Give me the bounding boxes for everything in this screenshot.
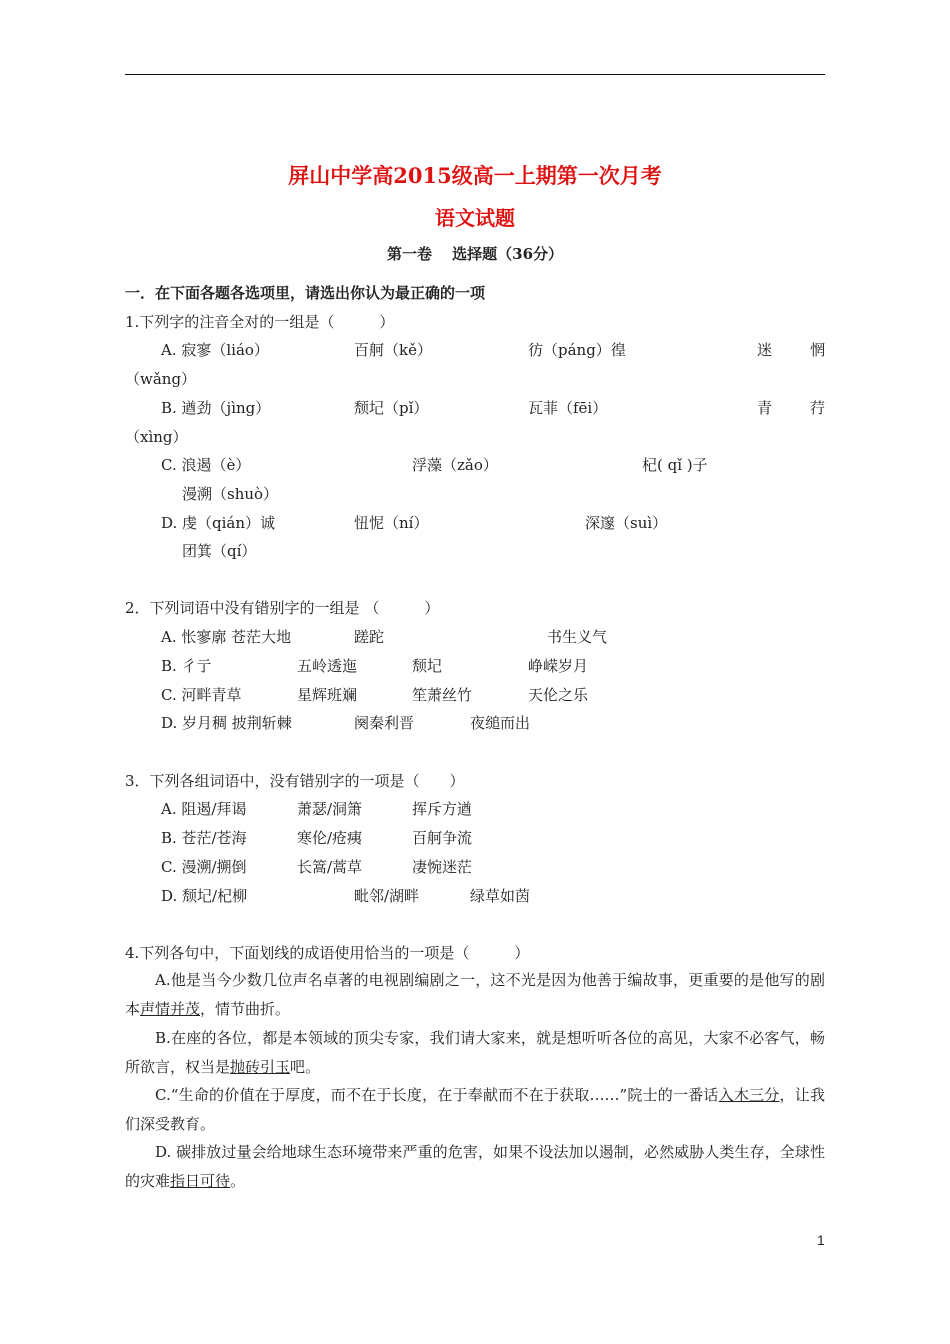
q2-option-d-3: 夜缒而出 xyxy=(470,714,531,732)
q1-option-b-tail: （xìng） xyxy=(125,428,188,446)
q4-option-c xyxy=(125,1081,825,1138)
q4-option-a-end: ，情节曲折。 xyxy=(200,999,291,1018)
q4-option-d-idiom: 指日可待 xyxy=(170,1171,231,1190)
q1-option-a-1: A. 寂寥（liáo） xyxy=(161,341,269,359)
q2-option-c-3: 笙萧丝竹 xyxy=(412,686,473,704)
q3-option-a-1: A. 阻遏/拜谒 xyxy=(161,800,247,818)
q3-option-c-1: C. 漫溯/搠倒 xyxy=(161,858,247,876)
q3-option-b-2: 寒伦/疮痍 xyxy=(297,829,363,847)
q4-option-c-end: ，让我们深受教育。 xyxy=(125,1086,825,1133)
q2-option-d-2: 阕秦利晋 xyxy=(354,714,415,732)
q3-option-a-2: 萧瑟/洞箫 xyxy=(297,800,363,818)
q4-option-c-text: C.“生命的价值在于厚度，而不在于长度，在于奉献而不在于获取……”院士的一番话 xyxy=(155,1086,719,1104)
q4-option-b xyxy=(125,1024,825,1081)
q2-option-c-1: C. 河畔青草 xyxy=(161,686,242,704)
q2-option-b-3: 颓圮 xyxy=(412,657,443,675)
q2-option-a-1: A. 怅寥廓 苍茫大地 xyxy=(161,628,292,646)
page-number: 1 xyxy=(817,1232,825,1248)
q1-option-b-1: B. 遒劲（jìng） xyxy=(161,399,271,417)
q1-option-d-3: 深邃（suì） xyxy=(585,514,668,532)
q1-option-b-4a: 青 xyxy=(757,399,773,417)
q1-option-d-1: D. 虔（qián）诚 xyxy=(161,514,276,532)
q4-option-b-end: 吧。 xyxy=(290,1057,321,1076)
q1-option-d-2: 忸怩（ní） xyxy=(354,514,429,532)
q4-option-a-idiom: 声情并茂 xyxy=(140,999,201,1018)
q1-option-b-2: 颓圮（pǐ） xyxy=(354,399,429,417)
q1-option-c-2: 浮藻（zǎo） xyxy=(412,456,498,474)
volume-heading: 第一卷 选择题（36分） xyxy=(386,245,564,263)
q2-option-d-1: D. 岁月稠 披荆斩棘 xyxy=(161,714,292,732)
exam-subtitle: 语文试题 xyxy=(435,206,515,230)
q1-stem: 1.下列字的注音全对的一组是（ ） xyxy=(125,313,395,331)
q3-option-b-3: 百舸争流 xyxy=(412,829,473,847)
q3-option-b-1: B. 苍茫/苍海 xyxy=(161,829,247,847)
q3-option-a-3: 挥斥方遒 xyxy=(412,800,473,818)
q2-option-b-2: 五岭透迤 xyxy=(297,657,358,675)
q4-option-d-end: 。 xyxy=(230,1171,246,1190)
q3-option-d-1: D. 颓圮/杞柳 xyxy=(161,887,248,905)
q2-option-c-2: 星辉班斓 xyxy=(297,686,358,704)
q4-option-a xyxy=(125,966,825,1023)
q4-option-d-text: D. 碳排放过量会给地球生态环境带来严重的危害，如果不设法加以遏制，必然威胁人类生存，全球性的灾难 xyxy=(125,1143,825,1190)
q2-option-c-4: 天伦之乐 xyxy=(528,686,589,704)
section-heading: 一．在下面各题各选项里，请选出你认为最正确的一项 xyxy=(125,284,486,302)
header-rule xyxy=(125,74,825,75)
q2-option-b-4: 峥嵘岁月 xyxy=(528,657,589,675)
q1-option-c-1: C. 浪遏（è） xyxy=(161,456,251,474)
q4-option-b-text: B.在座的各位，都是本领域的顶尖专家，我们请大家来，就是想听听各位的高见，大家不必客气，畅所欲言，权当是 xyxy=(125,1029,825,1076)
q4-option-d xyxy=(125,1138,825,1195)
q1-option-a-4b: 惘 xyxy=(810,341,826,359)
q4-stem: 4.下列各句中，下面划线的成语使用恰当的一项是（ ） xyxy=(125,944,530,962)
q1-option-c-tail: 漫溯（shuò） xyxy=(182,485,279,503)
q3-option-c-3: 凄惋迷茫 xyxy=(412,858,473,876)
q4-option-c-idiom: 入木三分 xyxy=(718,1086,780,1104)
q4-option-b-idiom: 抛砖引玉 xyxy=(230,1057,291,1076)
q2-option-b-1: B. 彳亍 xyxy=(161,657,212,675)
q3-option-d-3: 绿草如茵 xyxy=(470,887,531,905)
q1-option-c-3: 杞( qǐ )子 xyxy=(642,456,708,474)
q2-option-a-2: 蹉跎 xyxy=(354,628,385,646)
q1-option-a-2: 百舸（kě） xyxy=(354,341,432,359)
q3-option-d-2: 毗邻/湖畔 xyxy=(354,887,420,905)
q1-option-a-3: 彷（páng）徨 xyxy=(528,341,626,359)
q1-option-d-tail: 团箕（qí） xyxy=(182,542,257,560)
q2-option-a-3: 书生义气 xyxy=(547,628,608,646)
q1-option-a-tail: （wǎng） xyxy=(125,370,197,388)
q1-option-b-3: 瓦菲（fēi） xyxy=(528,399,608,417)
q1-option-b-4b: 荇 xyxy=(810,399,826,417)
q1-option-a-4a: 迷 xyxy=(757,341,773,359)
q4-option-a-text: A.他是当今少数几位声名卓著的电视剧编剧之一，这不光是因为他善于编故事，更重要的是他写的剧本 xyxy=(125,971,825,1018)
exam-title: 屏山中学高2015级高一上期第一次月考 xyxy=(288,163,662,188)
q2-stem: 2．下列词语中没有错别字的一组是 （ ） xyxy=(125,599,440,617)
q3-option-c-2: 长篙/蒿草 xyxy=(297,858,363,876)
q3-stem: 3．下列各组词语中，没有错别字的一项是（ ） xyxy=(125,772,465,790)
